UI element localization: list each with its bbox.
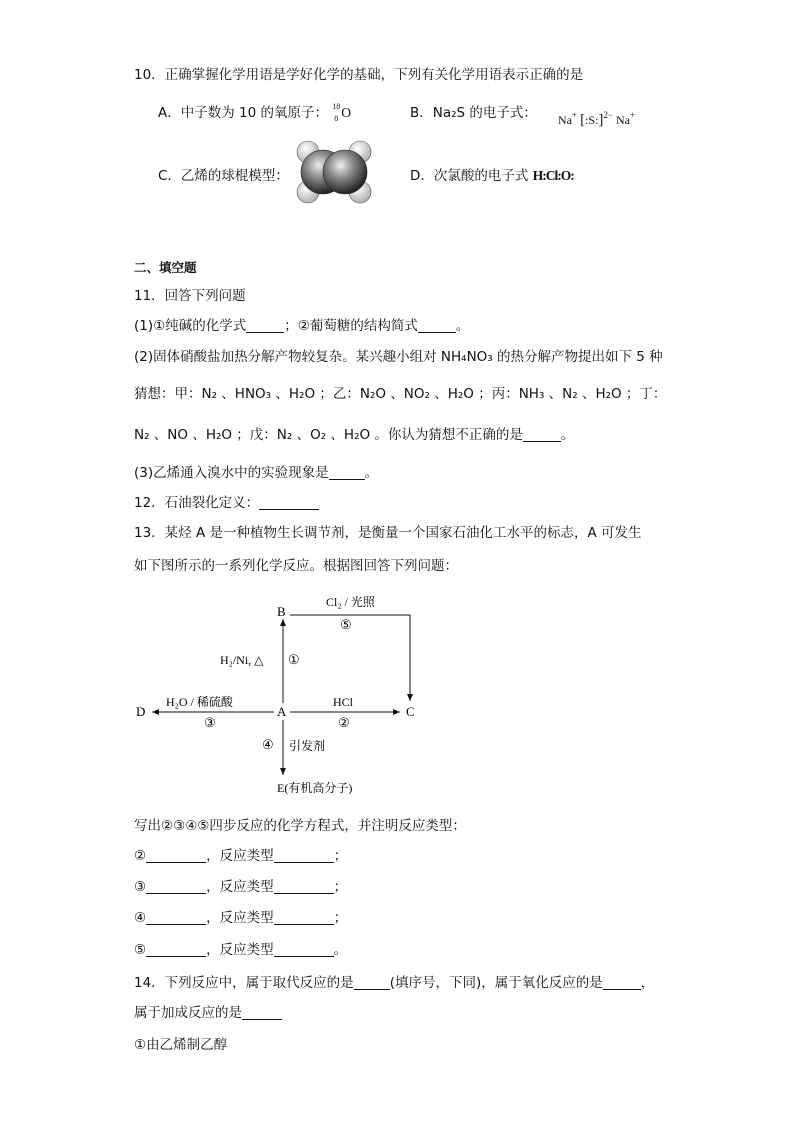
item-text: ，反应类型 [206,879,274,895]
q14-text-b: (填序号，下同)，属于氧化反应的是 [389,975,603,991]
q13-stem-line2: 如下图所示的一系列化学反应。根据图回答下列问题： [134,558,458,574]
q13-instruction: 写出②③④⑤四步反应的化学方程式，并注明反应类型： [134,818,466,834]
reaction-diagram [130,585,430,800]
bracket-open: [ [580,112,586,128]
item-number: ④ [134,910,147,926]
na2s-electron-formula [558,105,635,130]
q11-p1-text-a: (1)①纯碱的化学式 [134,318,247,334]
answer-blank[interactable] [242,1005,282,1020]
item-number: ⑤ [134,942,147,958]
atomic-number: 8 [334,114,339,123]
option-b-text: B．Na₂S 的电子式： [410,105,537,121]
node-d: D [136,704,146,719]
option-a-text: A．中子数为 10 的氧原子： [158,105,328,121]
q10-option-c: C．乙烯的球棍模型： [158,168,289,184]
q12-stem: 12．石油裂化定义： [134,495,260,511]
r4-condition: 引发剂 [289,739,326,753]
reaction-type-blank[interactable] [274,879,334,894]
sulfide-charge: 2− [603,110,613,120]
q11-part1 [134,316,469,336]
ethylene-ball-stick-model [294,136,374,208]
node-b: B [277,604,286,619]
q14-item1: ①由乙烯制乙醇 [134,1037,228,1053]
na-charge-1: + [572,110,578,120]
na-charge-2: + [630,110,636,120]
equation-blank[interactable] [146,879,206,894]
q11-p3-text-a: (3)乙烯通入溴水中的实验现象是 [134,465,329,481]
isotope-notation [332,103,354,123]
node-e: E(有机高分子) [277,781,353,795]
q14-text-d: 属于加成反应的是 [134,1005,242,1021]
equation-blank[interactable] [146,942,206,957]
node-a: A [277,704,287,719]
item-end: ； [333,879,348,895]
q11-stem: 11．回答下列问题 [134,288,246,304]
q11-part2-line2: 猜想：甲：N₂ 、HNO₃ 、H₂O ；乙：N₂O 、NO₂ 、H₂O ；丙：NH₃ 、N₂ 、H₂O ；丁： [134,386,667,402]
item-end: ； [333,910,348,926]
item-text: ，反应类型 [206,848,274,864]
q11-p1-text-b: ；②葡萄糖的结构简式 [284,318,418,334]
na-ion-1: Na [558,113,572,127]
section-heading: 二、填空题 [134,260,197,275]
r5-number: ⑤ [340,617,352,632]
q13-item-2 [134,846,347,866]
r4-number: ④ [262,737,274,752]
q11-part2-line3 [134,425,574,445]
reaction-type-blank[interactable] [274,942,334,957]
item-end: ； [333,848,348,864]
q13-stem-line1: 13．某烃 A 是一种植物生长调节剂，是衡量一个国家石油化工水平的标志，A 可发生 [134,525,642,541]
r2-condition: HCl [333,695,354,709]
equation-blank[interactable] [146,910,206,925]
answer-blank[interactable] [418,318,456,333]
bracket-close: ] [598,112,604,128]
q12 [134,493,319,513]
q10-option-d [410,166,574,186]
q13-item-4 [134,908,347,928]
equation-blank[interactable] [146,848,206,863]
reaction-type-blank[interactable] [274,910,334,925]
option-d-text: D．次氯酸的电子式 [410,168,529,184]
item-end: 。 [333,942,348,958]
q11-p2-text-a: N₂ 、NO 、H₂O ；戊：N₂ 、O₂ 、H₂O 。你认为猜想不正确的是 [134,427,523,443]
r2-number: ② [338,715,350,730]
q13-item-3 [134,877,347,897]
answer-blank[interactable] [246,318,284,333]
q14-text-a: 14．下列反应中，属于取代反应的是 [134,975,354,991]
r1-condition: H₂/Ni, △ [220,653,264,667]
node-c: C [406,704,415,719]
answer-blank[interactable] [259,495,319,510]
q11-p3-text-b: 。 [364,465,379,481]
answer-blank[interactable] [603,975,641,990]
r3-condition: H₂O / 稀硫酸 [166,695,233,709]
q11-p2-text-b: 。 [560,427,575,443]
mass-number: 18 [332,102,341,111]
item-text: ，反应类型 [206,942,274,958]
item-number: ② [134,848,147,864]
q10-stem: 10．正确掌握化学用语是学好化学的基础，下列有关化学用语表示正确的是 [134,67,584,83]
r3-number: ③ [204,715,216,730]
r1-number: ① [288,652,300,667]
q14-line1 [134,973,654,993]
hclo-electron-formula: H:Cl:O: [532,168,574,183]
r5-condition: Cl₂ / 光照 [326,595,375,609]
answer-blank[interactable] [354,975,390,990]
q11-part3 [134,463,378,483]
answer-blank[interactable] [523,427,561,442]
sulfide-ion: :S: [585,113,599,127]
q13-item-5 [134,940,347,960]
q14-line2 [134,1003,282,1023]
answer-blank[interactable] [329,465,365,480]
q11-p1-text-c: 。 [455,318,470,334]
item-number: ③ [134,879,147,895]
q11-part2-line1: (2)固体硝酸盐加热分解产物较复杂。某兴趣小组对 NH₄NO₃ 的热分解产物提出如下 5 种 [134,349,663,365]
na-ion-2: Na [616,113,630,127]
item-text: ，反应类型 [206,910,274,926]
q14-text-c: ， [640,975,655,991]
q10-option-b [410,103,537,123]
reaction-type-blank[interactable] [274,848,334,863]
q10-option-a [158,103,354,123]
element-symbol: O [341,105,352,120]
